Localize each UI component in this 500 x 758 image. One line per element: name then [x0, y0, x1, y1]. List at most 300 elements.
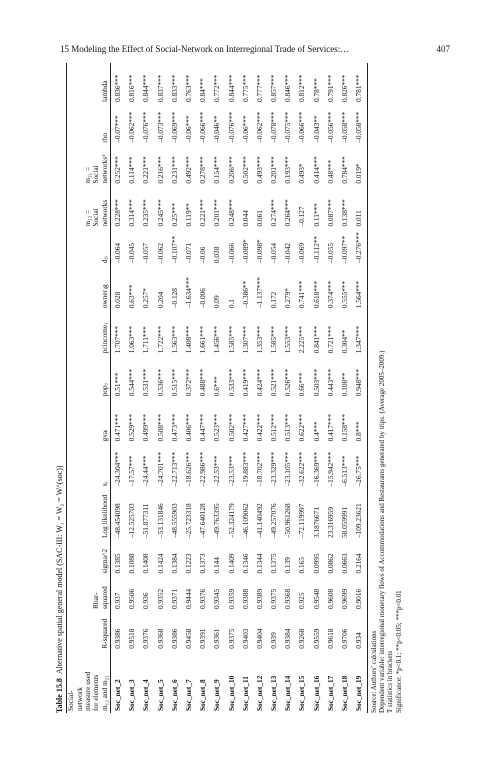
table-cell: 0.422*** [254, 413, 264, 442]
header-cell [84, 265, 92, 310]
table-cell: 0.9352 [155, 588, 165, 609]
table-cell: 0.216*** [155, 156, 165, 184]
table-cell: –0.386** [240, 280, 250, 309]
table-cell: 0.2164 [352, 540, 367, 575]
header-cell [67, 488, 76, 540]
table-cell: –46.109062 [240, 503, 250, 539]
table-cell: –0.078*** [269, 111, 279, 143]
table-cell: 0.812*** [297, 74, 307, 102]
table-cell: 0.9384 [283, 628, 293, 649]
table-cell: 0.844*** [226, 74, 236, 102]
table-cell: 0.108** [340, 372, 350, 397]
table-cell: 1.564*** [352, 265, 367, 310]
row-label: Soc_net_8 [198, 679, 208, 711]
table-cell: 0.502*** [240, 156, 250, 184]
table-cell: 0.523*** [212, 413, 222, 442]
table-cell: 0.9706 [340, 628, 350, 649]
header-cell [76, 611, 84, 651]
table-cell: 0.172 [269, 291, 279, 309]
table-cell: 0.9403 [240, 628, 250, 649]
table-cell: 0.201*** [269, 156, 279, 184]
table-cell: 0.772*** [212, 74, 222, 102]
table-cell: 0.9458 [183, 628, 193, 649]
table-cell: 0.193*** [283, 156, 293, 184]
table-cell: 0.427*** [240, 413, 250, 442]
table-cell: 0.248*** [226, 199, 236, 227]
table-cell: –1.137*** [254, 277, 264, 309]
table-row [281, 63, 295, 713]
table-cell: 0.09 [212, 295, 222, 309]
header-cell: pcincomeⱼ [101, 310, 111, 355]
table-cell: 0.521*** [269, 368, 279, 397]
row-label: Soc_net_15 [297, 675, 307, 711]
row-label: Soc_net_7 [183, 679, 193, 711]
table-cell: 0.9376 [141, 628, 151, 649]
table-note: Significance: *p<0.1; **p<0.05; ***p<0.01 [394, 590, 403, 713]
table-cell: –22.986*** [198, 451, 208, 487]
header-cell [67, 398, 76, 443]
table-row [111, 63, 126, 713]
header-cell: networks¹ [101, 145, 111, 186]
table-cell: –0.06*** [183, 115, 193, 143]
header-cell [76, 443, 84, 488]
table-row [154, 63, 168, 713]
table-cell: 0.314*** [127, 199, 137, 227]
table-row [338, 63, 352, 713]
table-cell: 0.833*** [169, 74, 179, 102]
table-cell: –1.634*** [183, 277, 193, 309]
table-cell: 0.502*** [226, 413, 236, 442]
table-cell: –19.883*** [240, 451, 250, 487]
table-cell: –0.062*** [127, 111, 137, 143]
table-cell: –6.513*** [340, 455, 350, 487]
table-cell: –0.054 [269, 242, 279, 264]
header-cell [67, 355, 76, 398]
header-cell [76, 575, 84, 610]
header-cell: popⱼ [101, 355, 111, 398]
table-cell: 0.235*** [141, 199, 151, 227]
table-cell: 1.722*** [155, 325, 165, 354]
table-subtitle: Alternative spatial general model (SAC-III: W₁ = W₂ = W^(soc)) [55, 465, 64, 675]
table-cell: 0.443*** [325, 368, 335, 397]
table-cell: 0.493*** [254, 156, 264, 184]
table-cell: 0.061 [254, 210, 264, 227]
table-cell: –26.75*** [352, 443, 367, 488]
table-cell: 0.471*** [113, 413, 123, 442]
table-cell: 1.408*** [183, 325, 193, 354]
table-cell: 0.526*** [283, 368, 293, 397]
table-cell: 0.777*** [254, 74, 264, 102]
row-label: Soc_net_19 [352, 651, 367, 713]
table-row [140, 63, 154, 713]
table-cell: –0.075*** [283, 111, 293, 143]
table-cell: 0.9386 [169, 628, 179, 649]
table-cell: 0.245*** [155, 199, 165, 227]
table-cell: 0.257* [141, 288, 151, 309]
table-cell: 0.492*** [183, 156, 193, 184]
header-cell [67, 63, 76, 104]
row-label: Soc_net_13 [269, 675, 279, 711]
page-number: 407 [436, 44, 450, 54]
table-cell: 0.087*** [325, 199, 335, 227]
table-header [67, 63, 111, 713]
table-cell: –51.877311 [141, 503, 151, 539]
table-row [296, 63, 310, 713]
table-cell: 3.1876671 [311, 507, 321, 539]
table-cell: 0.78*** [311, 78, 321, 102]
table-cell: –53.131846 [155, 503, 165, 539]
header-cell [67, 310, 76, 355]
table-cell: 0.9386 [113, 628, 123, 649]
table-row [239, 63, 253, 713]
table-cell: 0.221*** [198, 199, 208, 227]
table-cell: –109.23621 [352, 488, 367, 540]
table-cell: –72.119997 [297, 503, 307, 539]
header-cell: Social [91, 165, 101, 184]
table-cell: 0.51*** [113, 372, 123, 397]
results-table [66, 63, 367, 713]
table-cell: –0.112** [311, 235, 321, 264]
row-label: Soc_net_18 [340, 675, 350, 711]
table-cell: 0.533*** [226, 368, 236, 397]
table-cell: 0.9359 [226, 588, 236, 609]
header-cell [76, 63, 84, 104]
table-cell: 0.9404 [254, 628, 264, 649]
table-note: Source: Authors’ calculations [369, 630, 378, 713]
table-cell: 0.622*** [297, 413, 307, 442]
table-cell: –0.089* [240, 239, 250, 264]
running-header-title: 15 Modeling the Effect of Social-Network on Interregional Trade of Services:… [60, 44, 350, 54]
table-cell: 0.9371 [169, 588, 179, 609]
table-cell: –0.06*** [240, 115, 250, 143]
table-cell: –52.324179 [226, 503, 236, 539]
table-cell: –0.069 [297, 242, 307, 264]
row-label: Soc_net_3 [127, 679, 137, 711]
header-cell [67, 145, 76, 186]
table-cell: 0.9548 [311, 588, 321, 609]
row-label: Soc_net_6 [169, 679, 179, 711]
table-cell: –18.626*** [183, 451, 193, 487]
table-cell: 0.158*** [340, 413, 350, 442]
table-cell: 0.63*** [127, 284, 137, 309]
table-cell: 0.473*** [169, 413, 179, 442]
table-cell: 1.456*** [212, 325, 222, 354]
table-cell: –0.062 [155, 242, 165, 264]
table-cell: 0.531*** [141, 368, 151, 397]
table-cell: 0.939 [269, 632, 279, 649]
table-cell: 0.9391 [198, 628, 208, 649]
table-cell: 0.512*** [269, 413, 279, 442]
header-cell: Social [91, 208, 101, 227]
table-cell: –0.276*** [352, 229, 367, 266]
table-cell: 1.661*** [198, 325, 208, 354]
table-cell: 0.204 [155, 291, 165, 309]
table-cell: 0.231*** [169, 156, 179, 184]
table-cell: –25.723318 [183, 503, 193, 539]
table-cell: 0.9444 [183, 588, 193, 609]
header-cell [67, 104, 76, 145]
table-cell: –24.701*** [155, 451, 165, 487]
table-cell: 0.044 [240, 210, 250, 227]
table-cell: 0.555*** [340, 280, 350, 309]
table-cell: 0.9375 [226, 628, 236, 649]
table-cell: 0.1375 [269, 553, 279, 574]
table-cell: –23.53*** [226, 455, 236, 487]
table-note: T statistics in brackets [386, 650, 395, 713]
running-header [60, 44, 450, 58]
table-cell: –0.056*** [325, 111, 335, 143]
table-row [196, 63, 210, 713]
header-cell: sigma^2 [101, 540, 111, 575]
table-cell: –47.640128 [198, 503, 208, 539]
table-cell: 0.9608 [325, 588, 335, 609]
table-cell: –16.369*** [311, 451, 321, 487]
table-cell: 0.48*** [325, 159, 335, 184]
row-label: Soc_net_5 [155, 679, 165, 711]
table-cell: –22.713*** [169, 451, 179, 487]
table-cell: 0.844*** [141, 74, 151, 102]
table-cell: 0.1424 [155, 553, 165, 574]
header-cell [76, 229, 84, 266]
table-body [111, 63, 367, 713]
header-cell [76, 104, 84, 145]
row-label: Soc_net_10 [226, 675, 236, 711]
header-cell: gvaᵢ [101, 398, 111, 443]
table-row [210, 63, 224, 713]
table-cell: –0.107** [169, 235, 179, 264]
table-cell: 0.011 [352, 186, 367, 229]
table-cell: 0.841*** [311, 325, 321, 354]
table-cell: –50.961268 [283, 503, 293, 539]
header-cell [76, 355, 84, 398]
table-cell: 0.414*** [311, 156, 321, 184]
table-cell: 0.119** [183, 203, 193, 227]
table-cell: 0.1409 [226, 553, 236, 574]
header-cell [67, 540, 76, 575]
table-cell: 0.028 [113, 291, 123, 309]
table-cell: –0.098* [254, 239, 264, 264]
table-cell: 0.0862 [325, 553, 335, 574]
table-cell: 23.316959 [325, 507, 335, 539]
table-cell: 0.154*** [212, 156, 222, 184]
header-row [76, 63, 84, 713]
table-cell: 0.9376 [198, 588, 208, 609]
table-cell: 0.019* [352, 145, 367, 186]
table-cell: 0.144 [212, 557, 222, 574]
header-cell: for elements [91, 674, 101, 711]
table-cell: 1.063*** [127, 325, 137, 354]
table-cell: 0.934 [352, 611, 367, 651]
table-cell: 0.406*** [183, 413, 193, 442]
table-cell: 0.1384 [169, 553, 179, 574]
table-cell: 1.347*** [352, 310, 367, 355]
header-row [67, 63, 76, 713]
table-cell: –0.071 [183, 242, 193, 264]
table-cell: 0.0995 [311, 553, 321, 574]
table-cell: 0.1346 [240, 553, 250, 574]
header-cell [84, 488, 92, 540]
table-cell: 0.925 [297, 592, 307, 609]
table-cell: 0.138*** [340, 199, 350, 227]
table-cell: 2.225*** [297, 325, 307, 354]
table-cell: 1.307*** [240, 325, 250, 354]
header-cell: lambda [101, 63, 111, 104]
table-cell: 0.781*** [352, 63, 367, 104]
table-cell: –24.304*** [113, 451, 123, 487]
header-cell [76, 488, 84, 540]
table-cell: 0.0663 [340, 553, 350, 574]
header-cell [67, 229, 76, 266]
table-cell: –0.042 [283, 242, 293, 264]
table-cell: 0.9559 [311, 628, 321, 649]
header-cell: ownerⱼg [101, 265, 111, 310]
table-cell: 0.1 [226, 299, 236, 309]
table-cell: –23.105*** [283, 451, 293, 487]
rotated-table-block [55, 63, 455, 713]
table-cell: –0.045 [127, 242, 137, 264]
table-cell: 0.9699 [340, 588, 350, 609]
header-cell: rho [101, 104, 111, 145]
header-cell: network [74, 687, 84, 711]
table-cell: –0.127 [297, 206, 307, 227]
row-label: Soc_net_16 [311, 675, 321, 711]
header-cell: Log likelihood [101, 488, 111, 540]
table-cell: 0.1088 [127, 553, 137, 574]
header-cell [76, 310, 84, 355]
table-row [267, 63, 281, 713]
header-cell [84, 229, 92, 266]
table-cell: 0.264*** [283, 199, 293, 227]
header-cell: m₂₁ = [82, 166, 92, 184]
table-cell: 0.1223 [183, 553, 193, 574]
row-label: Soc_net_14 [283, 675, 293, 711]
table-cell: 0.66*** [297, 372, 307, 397]
table-cell: –0.076*** [141, 111, 151, 143]
table-cell: 0.206*** [226, 156, 236, 184]
table-cell: 1.563*** [169, 325, 179, 354]
table-cell: –0.006 [198, 288, 208, 309]
table-cell: –0.057 [141, 242, 151, 264]
table-cell: 0.139 [283, 557, 293, 574]
table-cell: –48.555903 [169, 503, 179, 539]
table-cell: 0.374*** [325, 280, 335, 309]
table-cell: –23.329*** [269, 451, 279, 487]
table-cell: 0.493* [297, 163, 307, 184]
table-number: Table 15.8 [55, 678, 64, 713]
table-cell: 0.9618 [325, 628, 335, 649]
table-cell: 0.165 [297, 557, 307, 574]
table-note: Dependent variable: interregional monetary flows of Accommodations and Restaurants generated by trips. (Average 2005–2009.) [377, 350, 386, 713]
table-row [182, 63, 196, 713]
table-cell: –17.57*** [127, 455, 137, 487]
table-cell: –0.076*** [226, 111, 236, 143]
table-row [324, 63, 338, 713]
table-cell: 0.816*** [127, 74, 137, 102]
table-cell: –48.454098 [113, 503, 123, 539]
table-cell: –0.064 [113, 242, 123, 264]
header-cell [84, 611, 92, 651]
table-cell: –0.07*** [113, 115, 123, 143]
table-cell: 0.1373 [198, 553, 208, 574]
row-label: Soc_net_11 [240, 676, 250, 711]
table-row [125, 63, 139, 713]
header-cell: measure used [82, 671, 92, 711]
table-row [225, 63, 239, 713]
table-cell: –0.06 [198, 246, 208, 264]
header-cell [84, 398, 92, 443]
table-cell: 0.837*** [155, 74, 165, 102]
table-cell: 0.274*** [269, 199, 279, 227]
table-cell: 0.513*** [283, 413, 293, 442]
header-cell: dⱼᵢ [101, 229, 111, 266]
table-cell: –0.058*** [340, 111, 350, 143]
table-cell: 1.707*** [113, 325, 123, 354]
table-cell: –0.046** [212, 115, 222, 143]
row-label: Soc_net_9 [212, 679, 222, 711]
header-cell [76, 398, 84, 443]
header-cell: squared [101, 575, 111, 610]
table-cell: 0.846*** [283, 74, 293, 102]
table-cell: –0.066*** [198, 111, 208, 143]
table-cell: 0.9368 [155, 628, 165, 649]
table-cell: 0.515*** [169, 368, 179, 397]
table-cell: –49.257076 [269, 503, 279, 539]
table-cell: 0.11*** [311, 203, 321, 227]
row-label: Soc_net_17 [325, 675, 335, 711]
table-cell: 58.059991 [340, 507, 350, 539]
table-cell: 0.252*** [113, 156, 123, 184]
table-cell: 1.553*** [283, 325, 293, 354]
table-cell: 0.836*** [113, 74, 123, 102]
table-cell: –24.44*** [141, 455, 151, 487]
table-cell: 0.114*** [127, 156, 137, 184]
header-cell [67, 443, 76, 488]
table-cell: 0.417*** [325, 413, 335, 442]
header-cell: networks [101, 186, 111, 229]
table-cell: 0.791*** [325, 74, 335, 102]
table-cell: 0.529*** [127, 413, 137, 442]
table-cell: –0.062*** [254, 111, 264, 143]
table-cell: 1.353*** [254, 325, 264, 354]
table-cell: –32.622*** [297, 451, 307, 487]
table-cell: 0.775*** [240, 74, 250, 102]
table-cell: 0.221*** [141, 156, 151, 184]
table-cell: –18.702*** [254, 451, 264, 487]
table-cell: –22.53*** [212, 455, 222, 487]
table-cell: 0.721*** [325, 325, 335, 354]
table-cell: 0.618*** [311, 280, 321, 309]
table-row [253, 63, 267, 713]
table-cell: –0.055 [325, 242, 335, 264]
header-cell: m₁₂ = [82, 209, 92, 227]
header-cell [76, 265, 84, 310]
header-cell [67, 575, 76, 610]
header-cell: Rbar- [91, 592, 101, 609]
table-cell: 0.447*** [198, 413, 208, 442]
table-cell: 0.9361 [212, 628, 222, 649]
table-cell: 0.508*** [155, 413, 165, 442]
table-cell: 0.536*** [155, 368, 165, 397]
table-cell: 0.228*** [113, 199, 123, 227]
table-cell: –0.128 [169, 288, 179, 309]
header-cell [67, 611, 76, 651]
table-cell: –0.073*** [155, 111, 165, 143]
header-cell [67, 265, 76, 310]
table-cell: 0.9375 [269, 588, 279, 609]
table-cell: 0.499*** [141, 413, 151, 442]
table-cell: 0.544*** [127, 368, 137, 397]
table-cell: –0.097** [340, 235, 350, 264]
